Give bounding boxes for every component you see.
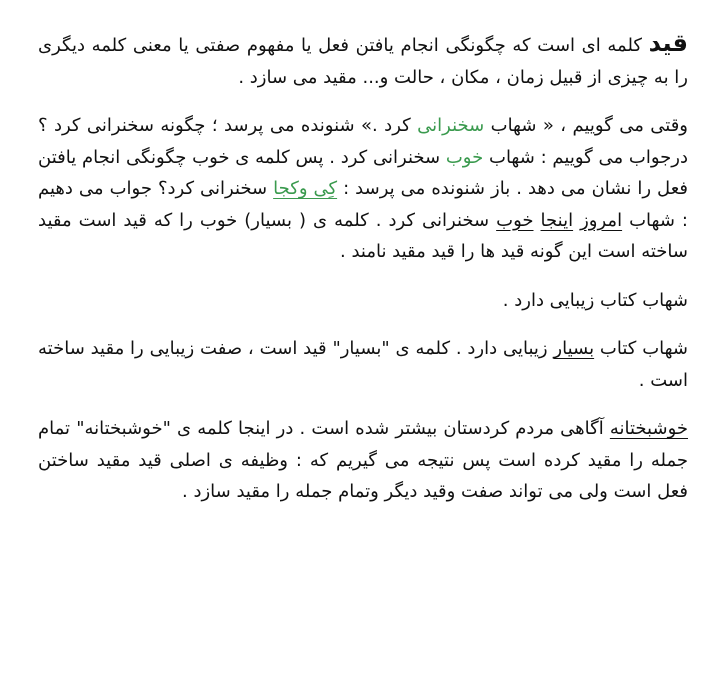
text-segment: کرد .» شنونده می پرسد ؛ چگونه سخنرانی کرد ؟ درجواب می گوییم : شهاب [38, 115, 688, 168]
underlined-word: خوب [496, 209, 534, 231]
text-segment: آگاهی مردم کردستان بیشتر شده است . در اینجا کلمه ی "خوشبختانه" تمام جمله را مقید کرده است پس نتیجه می گیریم که : وظیفه ی اصلی قید مقید ساختن فعل است ولی می تواند صفت وقید دیگر وتمام جمله را مقید سازد . [38, 418, 688, 502]
highlighted-word: سخنرانی [417, 115, 485, 136]
paragraph-adjective-example [38, 333, 688, 396]
text-segment: زیبایی دارد . کلمه ی "بسیار" قید است ، صفت زیبایی را مقید ساخته است . [38, 338, 688, 391]
text-segment: سخنرانی کرد . کلمه ی ( بسیار) خوب را که قید است مقید ساخته است این گونه قید ها را قید مقید نامند . [38, 209, 688, 262]
paragraph-simple-sentence [38, 285, 688, 317]
term-heading: قید [648, 29, 688, 57]
underlined-word: بسیار [553, 338, 595, 359]
text-segment: سخنرانی کرد؟ جواب می دهیم : شهاب [38, 178, 688, 231]
underlined-word: امروز [580, 209, 623, 231]
paragraph-sentence-adverb [38, 413, 688, 508]
highlighted-word: کِی وکجا [273, 178, 338, 199]
underlined-word: اینجا [540, 209, 574, 231]
text-segment: شهاب کتاب [594, 338, 689, 359]
definition-text: کلمه ای است که چگونگی انجام یافتن فعل یا مفهوم صفتی یا معنی کلمه دیگری را به چیزی از قبیل زمان ، مکان ، حالت و... مقید می سازد . [38, 35, 688, 88]
sentence-text: شهاب کتاب زیبایی دارد . [502, 289, 688, 311]
text-segment: وقتی می گوییم ، « شهاب [484, 115, 688, 136]
highlighted-word: خوب [445, 146, 484, 168]
paragraph-example-speech [38, 110, 688, 268]
text-segment [534, 210, 541, 231]
paragraph-definition [38, 28, 688, 93]
underlined-word: خوشبختانه [609, 418, 688, 439]
text-segment: سخنرانی کرد . پس کلمه ی خوب چگونگی انجام یافتن فعل را نشان می دهد . باز شنونده می پرسد : [38, 146, 688, 199]
